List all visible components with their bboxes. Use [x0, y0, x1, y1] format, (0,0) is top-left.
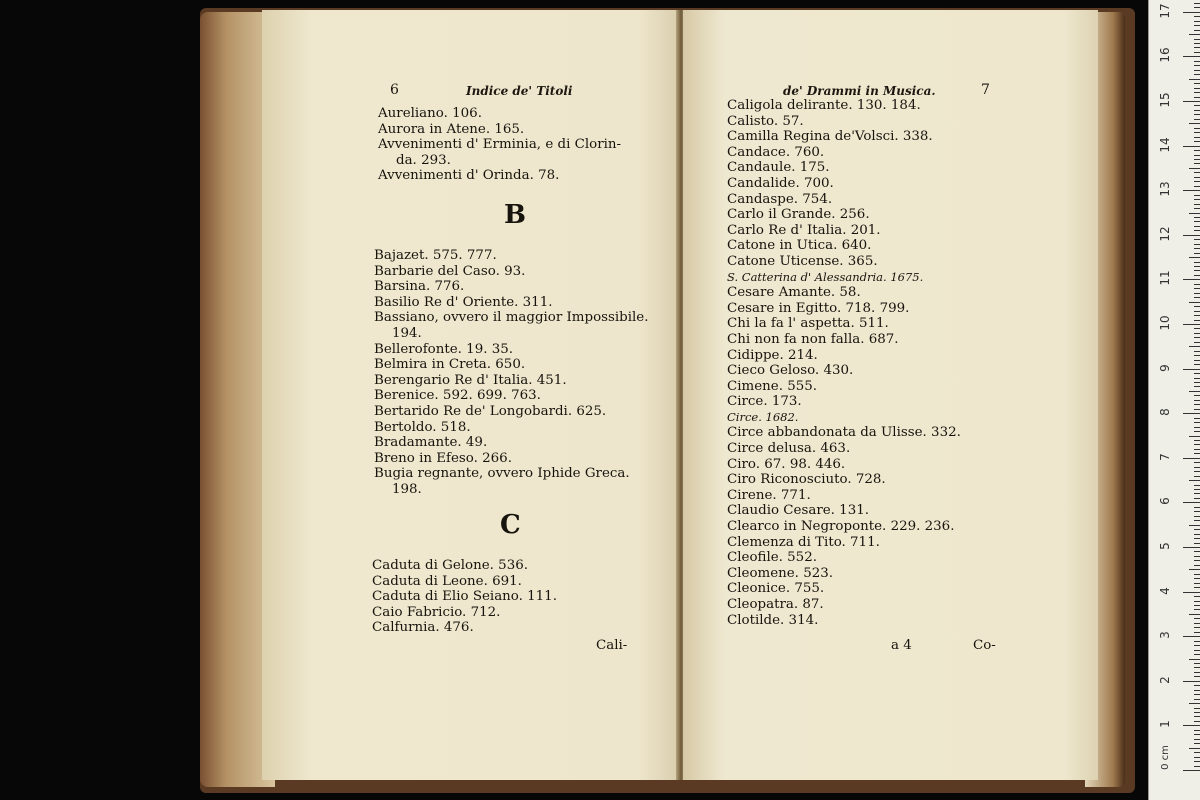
index-entry: Claudio Cesare. 131. — [727, 503, 869, 519]
ruler-tick — [1183, 369, 1200, 370]
index-entry: Bradamante. 49. — [374, 435, 488, 451]
ruler-tick — [1194, 128, 1200, 129]
ruler-tick — [1194, 328, 1200, 329]
ruler-tick — [1194, 137, 1200, 138]
ruler-tick — [1183, 725, 1200, 726]
ruler-label: 6 — [1158, 497, 1172, 506]
ruler-tick — [1189, 79, 1200, 80]
ruler-tick — [1194, 386, 1200, 387]
ruler-tick — [1194, 25, 1200, 26]
ruler-tick — [1194, 16, 1200, 17]
index-entry: Aureliano. 106. — [378, 106, 482, 121]
index-entry: Basilio Re d' Oriente. 311. — [374, 294, 553, 310]
index-entry: Cirene. 771. — [727, 487, 811, 503]
ruler-tick — [1194, 288, 1200, 289]
ruler-tick — [1183, 413, 1200, 414]
ruler-tick — [1194, 30, 1200, 31]
ruler-tick — [1194, 721, 1200, 722]
ruler-tick — [1194, 685, 1200, 686]
left-catchword: Cali- — [596, 638, 628, 653]
ruler-tick — [1194, 560, 1200, 561]
index-entry: Barbarie del Caso. 93. — [374, 263, 526, 279]
ruler-tick — [1183, 324, 1200, 325]
ruler-tick — [1183, 547, 1200, 548]
right-page — [683, 10, 1098, 780]
ruler-tick — [1194, 583, 1200, 584]
ruler-tick — [1194, 489, 1200, 490]
index-entry: Cimene. 555. — [727, 378, 818, 394]
index-entry: Caduta di Elio Seiano. 111. — [372, 589, 557, 605]
ruler-tick — [1189, 480, 1200, 481]
ruler-tick — [1194, 761, 1200, 762]
ruler-tick — [1189, 123, 1200, 124]
ruler-tick — [1194, 311, 1200, 312]
ruler-tick — [1194, 43, 1200, 44]
index-entry: Candaule. 175. — [727, 160, 830, 176]
index-entry: Cleonice. 755. — [727, 581, 825, 597]
ruler-tick — [1194, 83, 1200, 84]
ruler-tick — [1194, 453, 1200, 454]
index-entry: da. 293. — [396, 152, 451, 168]
ruler-tick — [1194, 699, 1200, 700]
index-entry: Catone in Utica. 640. — [727, 238, 872, 254]
ruler-tick — [1189, 257, 1200, 258]
index-entry: Chi la fa l' aspetta. 511. — [727, 316, 889, 332]
index-entry: Calisto. 57. — [727, 113, 804, 129]
ruler-tick — [1183, 190, 1200, 191]
ruler-tick — [1194, 467, 1200, 468]
ruler-tick — [1194, 342, 1200, 343]
index-entry: Circe abbandonata da Ulisse. 332. — [727, 425, 961, 441]
index-entry: Bertarido Re de' Longobardi. 625. — [374, 403, 607, 419]
ruler-tick — [1194, 618, 1200, 619]
index-entry: Berenice. 592. 699. 763. — [374, 388, 541, 404]
ruler-tick — [1194, 627, 1200, 628]
ruler-tick — [1194, 641, 1200, 642]
index-entry: Clemenza di Tito. 711. — [727, 534, 880, 550]
ruler-tick — [1194, 204, 1200, 205]
index-entry: Berengario Re d' Italia. 451. — [374, 372, 567, 388]
ruler-tick — [1183, 56, 1200, 57]
ruler-tick — [1194, 427, 1200, 428]
ruler-tick — [1194, 716, 1200, 717]
ruler-tick — [1189, 436, 1200, 437]
ruler-tick — [1194, 654, 1200, 655]
ruler-label: 3 — [1158, 631, 1172, 640]
ruler-tick — [1194, 596, 1200, 597]
index-entry: Caio Fabricio. 712. — [372, 604, 501, 620]
index-entry: Candace. 760. — [727, 144, 825, 160]
ruler-tick — [1194, 270, 1200, 271]
ruler-tick — [1194, 47, 1200, 48]
ruler-tick — [1194, 752, 1200, 753]
index-entry: Carlo il Grande. 256. — [727, 207, 870, 223]
index-entry: Circe. 173. — [727, 394, 802, 410]
ruler-tick — [1194, 239, 1200, 240]
ruler-tick — [1194, 226, 1200, 227]
ruler-tick — [1194, 605, 1200, 606]
ruler-tick — [1183, 458, 1200, 459]
left-page — [262, 10, 680, 780]
ruler-tick — [1194, 690, 1200, 691]
right-running-head: de' Drammi in Musica. — [783, 84, 936, 98]
ruler-label: 16 — [1158, 47, 1172, 64]
ruler-tick — [1194, 444, 1200, 445]
index-entry: Caligola delirante. 130. 184. — [727, 98, 921, 113]
ruler-tick — [1194, 284, 1200, 285]
ruler-tick — [1194, 275, 1200, 276]
ruler-tick — [1194, 395, 1200, 396]
ruler-tick — [1194, 440, 1200, 441]
ruler-tick — [1194, 520, 1200, 521]
ruler-tick — [1194, 360, 1200, 361]
ruler-tick — [1194, 114, 1200, 115]
ruler-label: 17 — [1158, 3, 1172, 19]
index-entry: Clearco in Negroponte. 229. 236. — [727, 519, 955, 535]
index-entry: Bassiano, ovvero il maggior Impossibile. — [374, 310, 649, 326]
ruler-tick — [1194, 462, 1200, 463]
ruler-tick — [1194, 65, 1200, 66]
ruler-tick — [1194, 3, 1200, 4]
ruler-tick — [1194, 355, 1200, 356]
ruler-tick — [1183, 770, 1200, 771]
index-entry: Clotilde. 314. — [727, 612, 819, 628]
ruler-tick — [1189, 391, 1200, 392]
ruler-tick — [1194, 248, 1200, 249]
ruler-tick — [1194, 449, 1200, 450]
index-entry: Candalide. 700. — [727, 175, 834, 191]
ruler-tick — [1194, 431, 1200, 432]
index-entry: Calfurnia. 476. — [372, 620, 474, 636]
ruler-tick — [1194, 587, 1200, 588]
ruler-tick — [1194, 186, 1200, 187]
ruler-tick — [1194, 734, 1200, 735]
ruler-tick — [1194, 543, 1200, 544]
ruler-tick — [1189, 614, 1200, 615]
ruler-tick — [1189, 703, 1200, 704]
ruler-tick — [1194, 418, 1200, 419]
ruler-tick — [1194, 177, 1200, 178]
ruler-tick — [1194, 21, 1200, 22]
ruler-tick — [1194, 97, 1200, 98]
ruler-tick — [1183, 681, 1200, 682]
ruler-tick — [1189, 748, 1200, 749]
ruler-tick — [1194, 364, 1200, 365]
left-running-head: Indice de' Titoli — [466, 84, 573, 98]
ruler-tick — [1194, 119, 1200, 120]
ruler-tick — [1194, 422, 1200, 423]
ruler-label: 1 — [1158, 720, 1172, 729]
ruler-tick — [1194, 297, 1200, 298]
ruler-label: 9 — [1158, 363, 1172, 372]
ruler-tick — [1194, 293, 1200, 294]
ruler-tick — [1194, 141, 1200, 142]
ruler-label: 13 — [1158, 181, 1172, 197]
ruler-tick — [1194, 471, 1200, 472]
index-entry: Caduta di Gelone. 536. — [372, 558, 528, 573]
ruler-tick — [1194, 645, 1200, 646]
ruler-tick — [1194, 155, 1200, 156]
section-b-list — [374, 248, 648, 498]
ruler-tick — [1194, 181, 1200, 182]
index-entry: Cesare Amante. 58. — [727, 285, 861, 301]
ruler-tick — [1194, 766, 1200, 767]
index-entry: Avvenimenti d' Orinda. 78. — [378, 168, 560, 184]
right-entries-list — [727, 98, 961, 628]
ruler-tick — [1189, 346, 1200, 347]
ruler-tick — [1189, 168, 1200, 169]
index-entry: 194. — [392, 325, 422, 341]
index-entry: Camilla Regina de'Volsci. 338. — [727, 129, 933, 145]
ruler-tick — [1194, 516, 1200, 517]
ruler-tick — [1183, 592, 1200, 593]
index-entry: Chi non fa non falla. 687. — [727, 331, 899, 347]
ruler-tick — [1194, 199, 1200, 200]
index-entry: Cidippe. 214. — [727, 347, 818, 363]
signature-mark: a 4 — [891, 638, 912, 653]
ruler-tick — [1194, 378, 1200, 379]
ruler-tick — [1189, 34, 1200, 35]
ruler-tick — [1194, 663, 1200, 664]
ruler-tick — [1194, 574, 1200, 575]
index-entry: Cieco Geloso. 430. — [727, 363, 854, 379]
ruler-tick — [1194, 39, 1200, 40]
ruler-tick — [1194, 163, 1200, 164]
ruler-label: 14 — [1158, 136, 1172, 153]
index-entry: Bellerofonte. 19. 35. — [374, 341, 514, 357]
ruler-tick — [1194, 52, 1200, 53]
ruler-tick — [1194, 708, 1200, 709]
ruler-unit-label: 0 cm — [1159, 745, 1171, 770]
measuring-ruler — [1148, 0, 1200, 800]
index-entry: Carlo Re d' Italia. 201. — [727, 222, 881, 238]
ruler-tick — [1194, 61, 1200, 62]
ruler-tick — [1194, 650, 1200, 651]
ruler-tick — [1194, 507, 1200, 508]
ruler-tick — [1194, 743, 1200, 744]
ruler-tick — [1183, 12, 1200, 13]
ruler-tick — [1194, 195, 1200, 196]
index-entry: Ciro. 67. 98. 446. — [727, 456, 846, 472]
ruler-label: 2 — [1158, 675, 1172, 684]
ruler-tick — [1194, 534, 1200, 535]
ruler-tick — [1194, 511, 1200, 512]
ruler-tick — [1194, 498, 1200, 499]
ruler-tick — [1183, 235, 1200, 236]
ruler-tick — [1194, 208, 1200, 209]
ruler-tick — [1194, 538, 1200, 539]
section-letter-b: B — [504, 200, 526, 230]
section-c-list — [372, 558, 557, 636]
ruler-tick — [1194, 262, 1200, 263]
ruler-tick — [1194, 712, 1200, 713]
ruler-tick — [1194, 556, 1200, 557]
ruler-tick — [1194, 159, 1200, 160]
ruler-label: 11 — [1158, 270, 1172, 287]
index-entry: Breno in Efeso. 266. — [374, 450, 512, 466]
index-entry: Caduta di Leone. 691. — [372, 573, 522, 589]
ruler-tick — [1194, 739, 1200, 740]
ruler-tick — [1194, 337, 1200, 338]
index-entry: S. Catterina d' Alessandria. 1675. — [727, 269, 924, 284]
index-entry: Bugia regnante, ovvero Iphide Greca. — [374, 466, 630, 482]
index-entry: Cleomene. 523. — [727, 565, 834, 581]
ruler-tick — [1194, 132, 1200, 133]
ruler-tick — [1189, 569, 1200, 570]
ruler-tick — [1194, 7, 1200, 8]
right-catchword: Co- — [973, 638, 996, 653]
ruler-tick — [1194, 320, 1200, 321]
ruler-label: 15 — [1158, 92, 1172, 108]
ruler-tick — [1194, 409, 1200, 410]
ruler-label: 4 — [1158, 586, 1172, 595]
ruler-label: 5 — [1158, 542, 1172, 550]
ruler-tick — [1183, 279, 1200, 280]
ruler-tick — [1194, 382, 1200, 383]
ruler-tick — [1194, 529, 1200, 530]
index-entry: Circe delusa. 463. — [727, 441, 851, 457]
ruler-tick — [1194, 105, 1200, 106]
ruler-tick — [1194, 74, 1200, 75]
ruler-tick — [1189, 213, 1200, 214]
ruler-tick — [1194, 253, 1200, 254]
ruler-tick — [1194, 667, 1200, 668]
ruler-tick — [1194, 578, 1200, 579]
ruler-tick — [1194, 221, 1200, 222]
ruler-tick — [1194, 730, 1200, 731]
ruler-tick — [1194, 672, 1200, 673]
ruler-tick — [1194, 632, 1200, 633]
ruler-tick — [1194, 315, 1200, 316]
ruler-tick — [1194, 150, 1200, 151]
ruler-tick — [1194, 110, 1200, 111]
ruler-tick — [1194, 351, 1200, 352]
ruler-tick — [1194, 266, 1200, 267]
left-page-number: 6 — [390, 82, 399, 98]
ruler-tick — [1194, 609, 1200, 610]
index-entry: Catone Uticense. 365. — [727, 253, 878, 269]
ruler-tick — [1189, 525, 1200, 526]
ruler-tick — [1194, 230, 1200, 231]
index-entry: Candaspe. 754. — [727, 191, 833, 207]
ruler-tick — [1183, 636, 1200, 637]
ruler-label: 8 — [1158, 408, 1172, 417]
ruler-tick — [1194, 172, 1200, 173]
ruler-tick — [1194, 493, 1200, 494]
ruler-tick — [1194, 623, 1200, 624]
index-entry: Barsina. 776. — [374, 279, 465, 295]
ruler-tick — [1183, 146, 1200, 147]
index-entry: 198. — [392, 481, 422, 497]
ruler-tick — [1194, 306, 1200, 307]
index-entry: Bertoldo. 518. — [374, 419, 471, 435]
ruler-label: 7 — [1158, 452, 1172, 461]
index-entry: Ciro Riconosciuto. 728. — [727, 472, 886, 488]
ruler-label: 10 — [1158, 315, 1172, 331]
ruler-tick — [1194, 565, 1200, 566]
index-entry: Avvenimenti d' Erminia, e di Clorin- — [378, 137, 622, 153]
ruler-tick — [1194, 70, 1200, 71]
ruler-tick — [1194, 676, 1200, 677]
ruler-tick — [1194, 551, 1200, 552]
index-entry: Cleofile. 552. — [727, 550, 817, 566]
ruler-tick — [1183, 101, 1200, 102]
ruler-tick — [1194, 333, 1200, 334]
ruler-tick — [1194, 476, 1200, 477]
ruler-tick — [1189, 659, 1200, 660]
index-entry: Bajazet. 575. 777. — [374, 248, 497, 263]
section-a-list — [378, 106, 621, 184]
ruler-tick — [1194, 92, 1200, 93]
ruler-tick — [1194, 217, 1200, 218]
index-entry: Cesare in Egitto. 718. 799. — [727, 300, 910, 316]
ruler-tick — [1194, 373, 1200, 374]
ruler-label: 12 — [1158, 226, 1172, 242]
ruler-tick — [1194, 244, 1200, 245]
ruler-tick — [1183, 502, 1200, 503]
ruler-tick — [1194, 601, 1200, 602]
ruler-tick — [1189, 302, 1200, 303]
right-page-number: 7 — [981, 82, 990, 98]
index-entry: Cleopatra. 87. — [727, 597, 824, 612]
ruler-tick — [1194, 757, 1200, 758]
ruler-tick — [1194, 694, 1200, 695]
ruler-tick — [1194, 400, 1200, 401]
index-entry: Aurora in Atene. 165. — [378, 121, 525, 137]
ruler-tick — [1194, 88, 1200, 89]
ruler-tick — [1194, 404, 1200, 405]
ruler-tick — [1194, 485, 1200, 486]
section-letter-c: C — [500, 510, 521, 540]
index-entry: Circe. 1682. — [727, 409, 799, 424]
index-entry: Belmira in Creta. 650. — [374, 357, 526, 373]
